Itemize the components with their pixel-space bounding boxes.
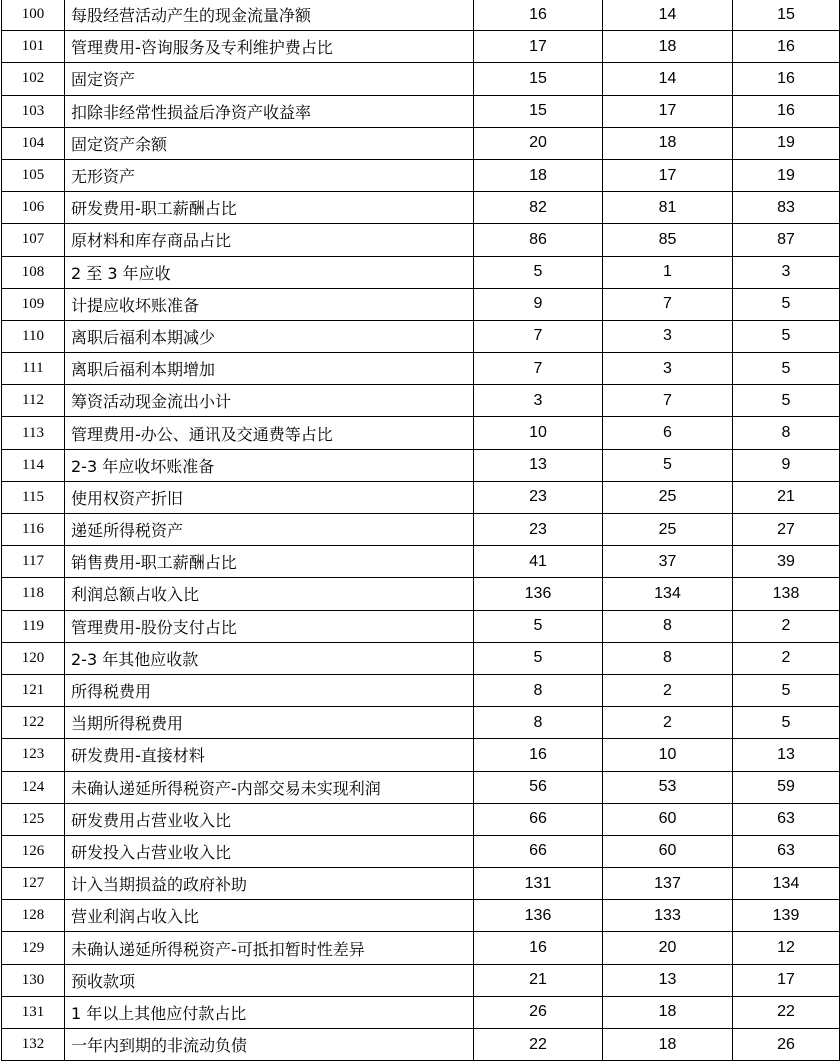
metric-name-cell: 2-3 年其他应收款 [65, 642, 474, 674]
metric-name-cell: 离职后福利本期增加 [65, 353, 474, 385]
table-row [2, 192, 840, 224]
table-row [2, 578, 840, 610]
table-row [2, 0, 840, 31]
table-row [2, 835, 840, 867]
value-1-cell: 7 [474, 353, 603, 385]
table-row [2, 932, 840, 964]
table-row [2, 642, 840, 674]
table-row [2, 707, 840, 739]
row-number-cell: 126 [2, 835, 65, 867]
value-2-cell: 133 [603, 900, 733, 932]
value-1-cell: 56 [474, 771, 603, 803]
table-row [2, 964, 840, 996]
value-2-cell: 13 [603, 964, 733, 996]
metric-name-cell: 固定资产 [65, 63, 474, 95]
table-row [2, 481, 840, 513]
data-table [1, 0, 840, 1061]
value-1-cell: 131 [474, 868, 603, 900]
value-2-cell: 53 [603, 771, 733, 803]
value-3-cell: 5 [733, 707, 840, 739]
value-3-cell: 5 [733, 385, 840, 417]
metric-name-cell: 所得税费用 [65, 674, 474, 706]
value-3-cell: 5 [733, 674, 840, 706]
table-row [2, 353, 840, 385]
value-2-cell: 7 [603, 288, 733, 320]
row-number-cell: 122 [2, 707, 65, 739]
row-number-cell: 124 [2, 771, 65, 803]
value-1-cell: 66 [474, 803, 603, 835]
row-number-cell: 120 [2, 642, 65, 674]
table-row [2, 771, 840, 803]
row-number-cell: 112 [2, 385, 65, 417]
table-row [2, 385, 840, 417]
value-2-cell: 25 [603, 514, 733, 546]
value-3-cell: 63 [733, 803, 840, 835]
metric-name-cell: 2-3 年应收坏账准备 [65, 449, 474, 481]
value-2-cell: 3 [603, 353, 733, 385]
value-3-cell: 22 [733, 996, 840, 1028]
row-number-cell: 117 [2, 546, 65, 578]
value-2-cell: 20 [603, 932, 733, 964]
value-1-cell: 3 [474, 385, 603, 417]
table-row [2, 674, 840, 706]
value-2-cell: 14 [603, 0, 733, 31]
value-3-cell: 3 [733, 256, 840, 288]
value-3-cell: 5 [733, 353, 840, 385]
value-1-cell: 21 [474, 964, 603, 996]
metric-name-cell: 未确认递延所得税资产-内部交易未实现利润 [65, 771, 474, 803]
metric-name-cell: 研发费用-职工薪酬占比 [65, 192, 474, 224]
value-2-cell: 18 [603, 996, 733, 1028]
row-number-cell: 100 [2, 0, 65, 31]
row-number-cell: 119 [2, 610, 65, 642]
value-2-cell: 1 [603, 256, 733, 288]
value-1-cell: 18 [474, 159, 603, 191]
value-2-cell: 17 [603, 159, 733, 191]
metric-name-cell: 管理费用-办公、通讯及交通费等占比 [65, 417, 474, 449]
table-body [2, 0, 840, 1061]
value-2-cell: 7 [603, 385, 733, 417]
value-1-cell: 9 [474, 288, 603, 320]
value-2-cell: 137 [603, 868, 733, 900]
row-number-cell: 114 [2, 449, 65, 481]
value-3-cell: 2 [733, 642, 840, 674]
value-3-cell: 5 [733, 288, 840, 320]
row-number-cell: 111 [2, 353, 65, 385]
row-number-cell: 123 [2, 739, 65, 771]
row-number-cell: 118 [2, 578, 65, 610]
row-number-cell: 121 [2, 674, 65, 706]
value-2-cell: 3 [603, 320, 733, 352]
metric-name-cell: 递延所得税资产 [65, 514, 474, 546]
metric-name-cell: 利润总额占收入比 [65, 578, 474, 610]
value-2-cell: 14 [603, 63, 733, 95]
value-1-cell: 136 [474, 578, 603, 610]
metric-name-cell: 2 至 3 年应收 [65, 256, 474, 288]
row-number-cell: 101 [2, 31, 65, 63]
value-1-cell: 16 [474, 739, 603, 771]
value-1-cell: 20 [474, 127, 603, 159]
value-3-cell: 16 [733, 63, 840, 95]
value-2-cell: 18 [603, 127, 733, 159]
value-2-cell: 10 [603, 739, 733, 771]
value-1-cell: 23 [474, 481, 603, 513]
value-3-cell: 26 [733, 1029, 840, 1061]
value-3-cell: 16 [733, 95, 840, 127]
value-3-cell: 63 [733, 835, 840, 867]
metric-name-cell: 预收款项 [65, 964, 474, 996]
value-3-cell: 27 [733, 514, 840, 546]
metric-name-cell: 管理费用-咨询服务及专利维护费占比 [65, 31, 474, 63]
metric-name-cell: 营业利润占收入比 [65, 900, 474, 932]
value-1-cell: 8 [474, 707, 603, 739]
value-1-cell: 5 [474, 610, 603, 642]
row-number-cell: 132 [2, 1029, 65, 1061]
value-1-cell: 16 [474, 0, 603, 31]
value-3-cell: 15 [733, 0, 840, 31]
value-1-cell: 26 [474, 996, 603, 1028]
value-2-cell: 18 [603, 1029, 733, 1061]
row-number-cell: 113 [2, 417, 65, 449]
table-row [2, 127, 840, 159]
value-3-cell: 39 [733, 546, 840, 578]
row-number-cell: 104 [2, 127, 65, 159]
value-3-cell: 2 [733, 610, 840, 642]
row-number-cell: 116 [2, 514, 65, 546]
metric-name-cell: 无形资产 [65, 159, 474, 191]
metric-name-cell: 筹资活动现金流出小计 [65, 385, 474, 417]
value-2-cell: 17 [603, 95, 733, 127]
value-3-cell: 9 [733, 449, 840, 481]
table-row [2, 224, 840, 256]
metric-name-cell: 固定资产余额 [65, 127, 474, 159]
value-3-cell: 21 [733, 481, 840, 513]
value-3-cell: 87 [733, 224, 840, 256]
value-3-cell: 139 [733, 900, 840, 932]
row-number-cell: 105 [2, 159, 65, 191]
value-2-cell: 85 [603, 224, 733, 256]
value-1-cell: 15 [474, 95, 603, 127]
table-row [2, 449, 840, 481]
metric-name-cell: 计入当期损益的政府补助 [65, 868, 474, 900]
metric-name-cell: 使用权资产折旧 [65, 481, 474, 513]
table-row [2, 320, 840, 352]
value-1-cell: 5 [474, 256, 603, 288]
value-3-cell: 19 [733, 159, 840, 191]
table-row [2, 996, 840, 1028]
value-2-cell: 6 [603, 417, 733, 449]
value-1-cell: 23 [474, 514, 603, 546]
table-row [2, 900, 840, 932]
value-3-cell: 5 [733, 320, 840, 352]
value-2-cell: 81 [603, 192, 733, 224]
value-3-cell: 19 [733, 127, 840, 159]
row-number-cell: 127 [2, 868, 65, 900]
table-row [2, 868, 840, 900]
row-number-cell: 108 [2, 256, 65, 288]
table-row [2, 159, 840, 191]
value-1-cell: 66 [474, 835, 603, 867]
metric-name-cell: 当期所得税费用 [65, 707, 474, 739]
metric-name-cell: 一年内到期的非流动负债 [65, 1029, 474, 1061]
metric-name-cell: 管理费用-股份支付占比 [65, 610, 474, 642]
metric-name-cell: 1 年以上其他应付款占比 [65, 996, 474, 1028]
value-2-cell: 60 [603, 835, 733, 867]
metric-name-cell: 每股经营活动产生的现金流量净额 [65, 0, 474, 31]
value-3-cell: 8 [733, 417, 840, 449]
value-3-cell: 138 [733, 578, 840, 610]
metric-name-cell: 离职后福利本期减少 [65, 320, 474, 352]
row-number-cell: 125 [2, 803, 65, 835]
value-2-cell: 60 [603, 803, 733, 835]
value-1-cell: 41 [474, 546, 603, 578]
value-2-cell: 37 [603, 546, 733, 578]
value-1-cell: 82 [474, 192, 603, 224]
row-number-cell: 131 [2, 996, 65, 1028]
value-1-cell: 15 [474, 63, 603, 95]
value-2-cell: 8 [603, 610, 733, 642]
value-1-cell: 10 [474, 417, 603, 449]
row-number-cell: 107 [2, 224, 65, 256]
table-row [2, 610, 840, 642]
row-number-cell: 129 [2, 932, 65, 964]
metric-name-cell: 研发投入占营业收入比 [65, 835, 474, 867]
table-row [2, 546, 840, 578]
value-3-cell: 12 [733, 932, 840, 964]
value-3-cell: 134 [733, 868, 840, 900]
value-1-cell: 7 [474, 320, 603, 352]
table-row [2, 1029, 840, 1061]
row-number-cell: 128 [2, 900, 65, 932]
value-3-cell: 83 [733, 192, 840, 224]
metric-name-cell: 计提应收坏账准备 [65, 288, 474, 320]
value-1-cell: 16 [474, 932, 603, 964]
row-number-cell: 103 [2, 95, 65, 127]
value-3-cell: 16 [733, 31, 840, 63]
value-3-cell: 17 [733, 964, 840, 996]
metric-name-cell: 未确认递延所得税资产-可抵扣暂时性差异 [65, 932, 474, 964]
value-2-cell: 2 [603, 674, 733, 706]
value-2-cell: 25 [603, 481, 733, 513]
metric-name-cell: 研发费用占营业收入比 [65, 803, 474, 835]
metric-name-cell: 扣除非经常性损益后净资产收益率 [65, 95, 474, 127]
table-row [2, 288, 840, 320]
table-row [2, 256, 840, 288]
value-2-cell: 18 [603, 31, 733, 63]
value-1-cell: 13 [474, 449, 603, 481]
value-1-cell: 86 [474, 224, 603, 256]
value-2-cell: 8 [603, 642, 733, 674]
row-number-cell: 109 [2, 288, 65, 320]
value-1-cell: 22 [474, 1029, 603, 1061]
table-row [2, 417, 840, 449]
value-2-cell: 134 [603, 578, 733, 610]
value-1-cell: 17 [474, 31, 603, 63]
row-number-cell: 106 [2, 192, 65, 224]
row-number-cell: 102 [2, 63, 65, 95]
table-row [2, 31, 840, 63]
value-2-cell: 2 [603, 707, 733, 739]
row-number-cell: 115 [2, 481, 65, 513]
value-2-cell: 5 [603, 449, 733, 481]
metric-name-cell: 销售费用-职工薪酬占比 [65, 546, 474, 578]
table-row [2, 803, 840, 835]
value-1-cell: 136 [474, 900, 603, 932]
table-row [2, 63, 840, 95]
table-row [2, 739, 840, 771]
metric-name-cell: 原材料和库存商品占比 [65, 224, 474, 256]
table-row [2, 514, 840, 546]
row-number-cell: 130 [2, 964, 65, 996]
row-number-cell: 110 [2, 320, 65, 352]
table-row [2, 95, 840, 127]
value-3-cell: 59 [733, 771, 840, 803]
metric-name-cell: 研发费用-直接材料 [65, 739, 474, 771]
value-1-cell: 5 [474, 642, 603, 674]
value-3-cell: 13 [733, 739, 840, 771]
value-1-cell: 8 [474, 674, 603, 706]
